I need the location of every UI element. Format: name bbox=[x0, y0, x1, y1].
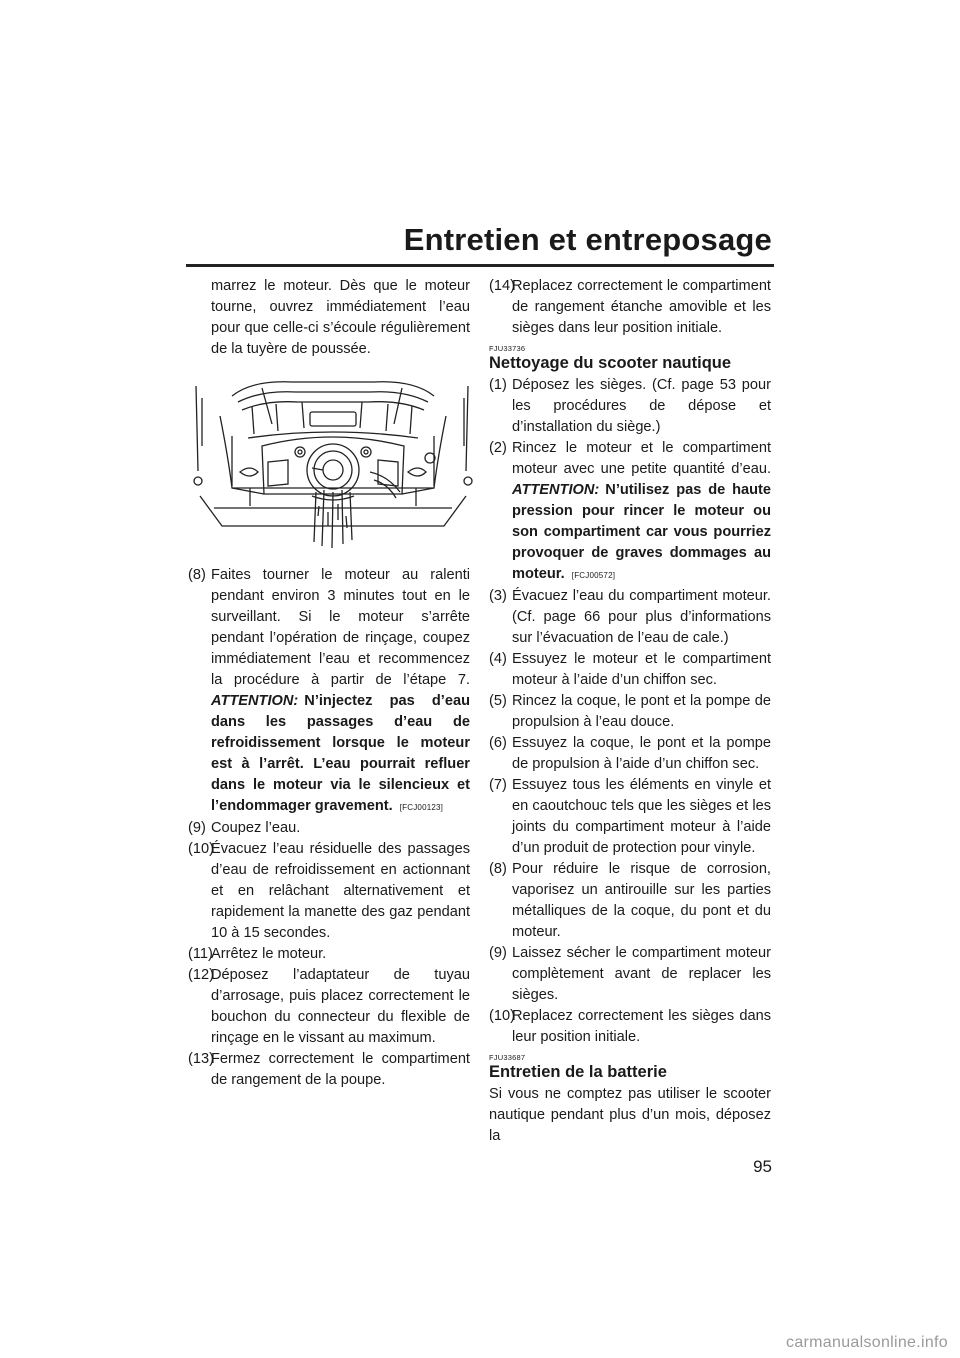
step-14 bbox=[489, 276, 771, 339]
header-rule bbox=[186, 264, 774, 267]
step-text: Replacez correctement le compartiment de rangement étanche amovible et les sièges dans leur position initiale. bbox=[512, 278, 771, 336]
step-text: Essuyez tous les éléments en vinyle et en caoutchouc tels que les sièges et les joints du compartiment moteur à l’aide d’un produit de protection pour vinyle. bbox=[512, 777, 771, 856]
step-text: Déposez l’adaptateur de tuyau d’arrosage, puis placez correctement le bouchon du connecteur du flexible de rinçage en le vissant au maximum. bbox=[211, 967, 470, 1046]
step-number: (5) bbox=[489, 693, 507, 709]
step-9 bbox=[188, 818, 470, 839]
cleaning-step-6 bbox=[489, 733, 771, 775]
caution-block bbox=[512, 482, 771, 582]
step-number: (10) bbox=[489, 1008, 515, 1024]
step-text: Laissez sécher le compartiment moteur complètement avant de replacer les sièges. bbox=[512, 945, 771, 1003]
cleaning-step-8 bbox=[489, 859, 771, 943]
step-text: Évacuez l’eau du compartiment moteur. (Cf. page 66 pour plus d’informations sur l’évacuation de l’eau de cale.) bbox=[512, 588, 771, 646]
caution-text: N’utilisez pas de haute pression pour rincer le moteur ou son compartiment car vous pourriez provoquer de graves dommages au moteur. bbox=[512, 482, 771, 582]
step-text: Déposez les sièges. (Cf. page 53 pour les procédures de dépose et d’installation du siège.) bbox=[512, 377, 771, 435]
step-number: (4) bbox=[489, 651, 507, 667]
step-number: (9) bbox=[489, 945, 507, 961]
step-number: (14) bbox=[489, 278, 515, 294]
caution-block bbox=[211, 693, 470, 814]
page-number: 95 bbox=[753, 1157, 772, 1176]
step-number: (2) bbox=[489, 440, 507, 456]
cleaning-step-9 bbox=[489, 943, 771, 1006]
step-text: Rincez le moteur et le compartiment moteur avec une petite quantité d’eau. bbox=[512, 440, 771, 477]
cleaning-step-10 bbox=[489, 1006, 771, 1048]
step-number: (6) bbox=[489, 735, 507, 751]
step-text: Essuyez la coque, le pont et la pompe de propulsion à l’aide d’un chiffon sec. bbox=[512, 735, 771, 772]
step-10 bbox=[188, 839, 470, 944]
cleaning-step-5 bbox=[489, 691, 771, 733]
step-number: (9) bbox=[188, 820, 206, 836]
section-code: FJU33687 bbox=[489, 1053, 526, 1062]
step-number: (1) bbox=[489, 377, 507, 393]
step-text: Arrêtez le moteur. bbox=[211, 946, 327, 962]
watermark-text: carmanualsonline.info bbox=[786, 1334, 948, 1351]
section-heading-cleaning: Nettoyage du scooter nautique bbox=[489, 354, 732, 372]
step-text: Coupez l’eau. bbox=[211, 820, 301, 836]
caution-label: ATTENTION: bbox=[211, 693, 299, 709]
step-number: (7) bbox=[489, 777, 507, 793]
page-header-title: Entretien et entreposage bbox=[403, 222, 772, 257]
step-text: Replacez correctement les sièges dans leur position initiale. bbox=[512, 1008, 771, 1045]
step-number: (8) bbox=[188, 567, 206, 583]
step-number: (8) bbox=[489, 861, 507, 877]
jet-ski-flushing-illustration bbox=[192, 376, 474, 551]
cleaning-step-4 bbox=[489, 649, 771, 691]
reference-code: [FCJ00572] bbox=[571, 571, 616, 580]
step-number: (12) bbox=[188, 967, 214, 983]
step-text: Rincez la coque, le pont et la pompe de propulsion à l’eau douce. bbox=[512, 693, 771, 730]
reference-code: [FCJ00123] bbox=[399, 803, 444, 812]
step-text: Fermez correctement le compartiment de rangement de la poupe. bbox=[211, 1051, 470, 1088]
step-number: (3) bbox=[489, 588, 507, 604]
step-number: (13) bbox=[188, 1051, 214, 1067]
step-number: (11) bbox=[188, 946, 213, 962]
right-column bbox=[489, 276, 771, 1147]
left-column bbox=[188, 276, 470, 1091]
cleaning-step-3 bbox=[489, 586, 771, 649]
step-8 bbox=[188, 565, 470, 818]
caution-text: N’injectez pas d’eau dans les passages d’eau de refroidissement lorsque le moteur est à l’arrêt. L’eau pourrait refluer dans le moteur via le silencieux et l’endommager gravement. bbox=[211, 693, 470, 814]
step-text: Pour réduire le risque de corrosion, vaporisez un antirouille sur les parties métalliques de la coque, du pont et du moteur. bbox=[512, 861, 771, 940]
section-code: FJU33736 bbox=[489, 344, 526, 353]
step-12 bbox=[188, 965, 470, 1049]
section-heading-battery: Entretien de la batterie bbox=[489, 1063, 667, 1081]
step-text: Faites tourner le moteur au ralenti pendant environ 3 minutes tout en le surveillant. Si le moteur s’arrête pendant l’opération de rinçage, coupez immédiatement l’eau et recommencez la procédure à partir de l’étape 7. bbox=[211, 567, 470, 688]
cleaning-step-2 bbox=[489, 438, 771, 586]
cleaning-step-7 bbox=[489, 775, 771, 859]
step-text: Évacuez l’eau résiduelle des passages d’eau de refroidissement en actionnant et en relâchant alternativement et rapidement la manette des gaz pendant 10 à 15 secondes. bbox=[211, 841, 470, 941]
caution-label: ATTENTION: bbox=[512, 482, 600, 498]
step-13 bbox=[188, 1049, 470, 1091]
step-number: (10) bbox=[188, 841, 214, 857]
battery-paragraph: Si vous ne comptez pas utiliser le scooter nautique pendant plus d’un mois, déposez la bbox=[489, 1086, 771, 1144]
step-11 bbox=[188, 944, 470, 965]
cleaning-step-1 bbox=[489, 375, 771, 438]
step-text: Essuyez le moteur et le compartiment moteur à l’aide d’un chiffon sec. bbox=[512, 651, 771, 688]
intro-paragraph: marrez le moteur. Dès que le moteur tourne, ouvrez immédiatement l’eau pour que celle-ci s’écoule régulièrement de la tuyère de poussée. bbox=[211, 278, 470, 357]
